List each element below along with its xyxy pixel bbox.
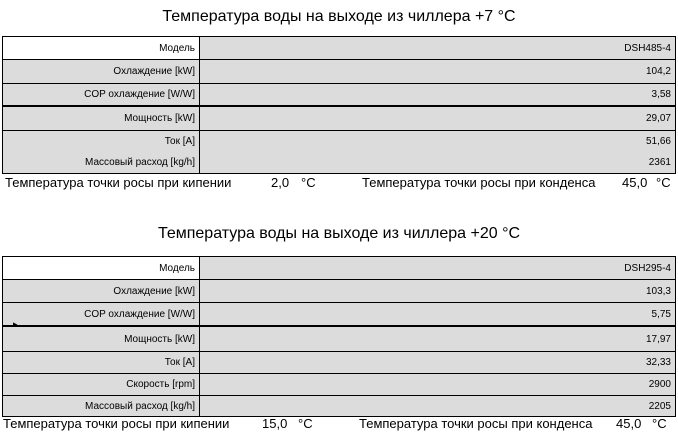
evap-dew-unit: °C (301, 175, 316, 190)
row-label-model: Модель (3, 37, 200, 60)
row-marker-icon: ▸ (13, 319, 18, 329)
row-label-model: Модель (3, 257, 200, 280)
row-label-cop: COP охлаждение [W/W] (3, 84, 200, 107)
table-row (3, 352, 676, 374)
evap-dew-value: 15,0 (262, 416, 288, 431)
table-row (3, 131, 676, 153)
row-value-mass-flow: 2205 (200, 396, 676, 417)
cond-dew-label: Температура точки росы при конденса (359, 416, 593, 431)
table-row (3, 280, 676, 303)
row-label-cop: COP охлаждение [W/W] (3, 303, 200, 327)
row-label-mass-flow: Массовый расход [kg/h] (3, 152, 200, 174)
cond-dew-label: Температура точки росы при конденса (362, 175, 596, 190)
row-value-power: 17,97 (200, 326, 676, 352)
row-value-speed: 2900 (200, 374, 676, 396)
row-value-cop: 3,58 (200, 84, 676, 107)
section2-title: Температура воды на выходе из чиллера +20 °C (157, 225, 521, 242)
table-row (3, 152, 676, 174)
table-row (3, 106, 676, 131)
row-label-power: Мощность [kW] (3, 326, 200, 352)
row-value-current: 51,66 (200, 131, 676, 153)
table-row (3, 396, 676, 417)
cond-dew-value: 45,0 (616, 416, 642, 431)
row-value-cooling: 104,2 (200, 60, 676, 84)
row-label-cooling: Охлаждение [kW] (3, 280, 200, 303)
evap-dew-value: 2,0 (271, 175, 290, 190)
table-row (3, 303, 676, 327)
section2-dew-line (0, 415, 678, 433)
table-row (3, 37, 676, 60)
row-value-model: DSH485-4 (200, 37, 676, 60)
cond-dew-unit: °C (656, 175, 671, 190)
evap-dew-label: Температура точки росы при кипении (3, 416, 230, 431)
section1-title: Температура воды на выходе из чиллера +7 °C (162, 8, 516, 25)
row-label-current: Ток [A] (3, 131, 200, 153)
evap-dew-label: Температура точки росы при кипении (5, 175, 232, 190)
row-value-power: 29,07 (200, 106, 676, 131)
table-row (3, 60, 676, 84)
section2-table (2, 256, 676, 417)
row-label-speed: Скорость [rpm] (3, 374, 200, 396)
table-row (3, 326, 676, 352)
row-label-mass-flow: Массовый расход [kg/h] (3, 396, 200, 417)
row-value-mass-flow: 2361 (200, 152, 676, 174)
cond-dew-unit: °C (652, 416, 667, 431)
row-label-cooling: Охлаждение [kW] (3, 60, 200, 84)
table-row (3, 257, 676, 280)
row-label-power: Мощность [kW] (3, 106, 200, 131)
row-label-current: Ток [A] (3, 352, 200, 374)
section1-table (2, 36, 676, 174)
evap-dew-unit: °C (298, 416, 313, 431)
row-value-current: 32,33 (200, 352, 676, 374)
section1-dew-line (0, 174, 678, 192)
cond-dew-value: 45,0 (622, 175, 648, 190)
row-value-cooling: 103,3 (200, 280, 676, 303)
table-row (3, 374, 676, 396)
row-value-cop: 5,75 (200, 303, 676, 327)
table-row (3, 84, 676, 107)
row-value-model: DSH295-4 (200, 257, 676, 280)
